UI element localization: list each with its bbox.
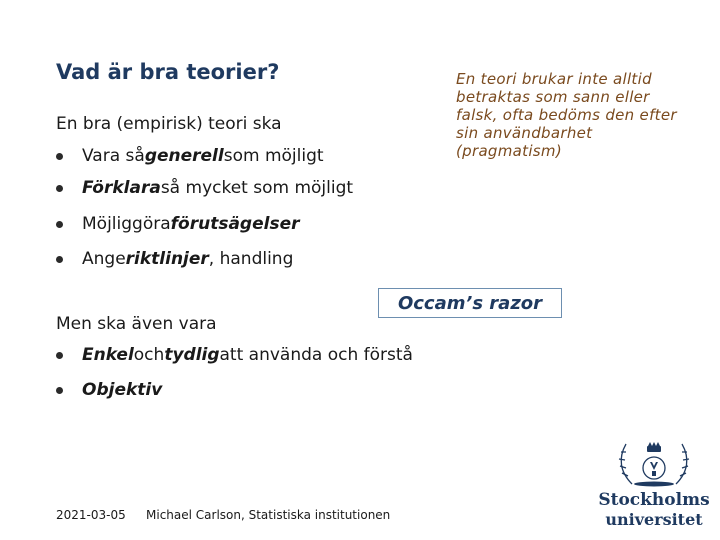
logo-line2: universitet — [605, 510, 703, 529]
occams-razor-label: Occam’s razor — [397, 292, 543, 314]
bullet-guidelines — [56, 249, 293, 269]
bullet-text-pre: Vara så — [82, 146, 145, 166]
bullet-text-post: , handling — [208, 249, 294, 269]
bullet-dot — [56, 221, 63, 228]
bullet-emphasis: riktlinjer — [125, 249, 209, 269]
section1-lead: En bra (empirisk) teori ska — [56, 114, 282, 134]
bullet-text-post: att använda och förstå — [219, 345, 413, 365]
university-crest-icon — [598, 438, 710, 490]
bullet-emphasis: Enkel — [82, 345, 134, 365]
footer-author: Michael Carlson, Statistiska institutionen — [146, 508, 391, 522]
bullet-emphasis: generell — [144, 146, 224, 166]
bullet-text-mid: och — [133, 345, 165, 365]
bullet-emphasis: Objektiv — [82, 380, 163, 400]
bullet-emphasis: Förklara — [82, 178, 161, 198]
bullet-text-post: så mycket som möjligt — [160, 178, 354, 198]
bullet-simple-clear — [56, 345, 413, 365]
slide-title: Vad är bra teorier? — [56, 60, 280, 84]
bullet-dot — [56, 387, 63, 394]
bullet-text-pre: Ange — [82, 249, 126, 269]
bullet-text-post: som möjligt — [223, 146, 324, 166]
bullet-dot — [56, 185, 63, 192]
bullet-dot — [56, 153, 63, 160]
bullet-dot — [56, 352, 63, 359]
bullet-general — [56, 146, 324, 166]
bullet-explain — [56, 178, 353, 198]
bullet-dot — [56, 256, 63, 263]
logo-line1: Stockholms — [598, 490, 710, 510]
bullet-predictions — [56, 214, 299, 234]
footer-date: 2021-03-05 — [56, 508, 126, 522]
section2-lead: Men ska även vara — [56, 314, 217, 334]
side-note: En teori brukar inte alltid betraktas som sann eller falsk, ofta bedöms den efter sin användbarhet (pragmatism) — [456, 70, 677, 160]
bullet-emphasis: förutsägelser — [170, 214, 300, 234]
bullet-emphasis: tydlig — [164, 345, 220, 365]
bullet-text-pre: Möjliggöra — [82, 214, 171, 234]
bullet-objective — [56, 380, 162, 400]
occams-razor-box — [378, 288, 562, 318]
university-logo — [598, 438, 710, 530]
